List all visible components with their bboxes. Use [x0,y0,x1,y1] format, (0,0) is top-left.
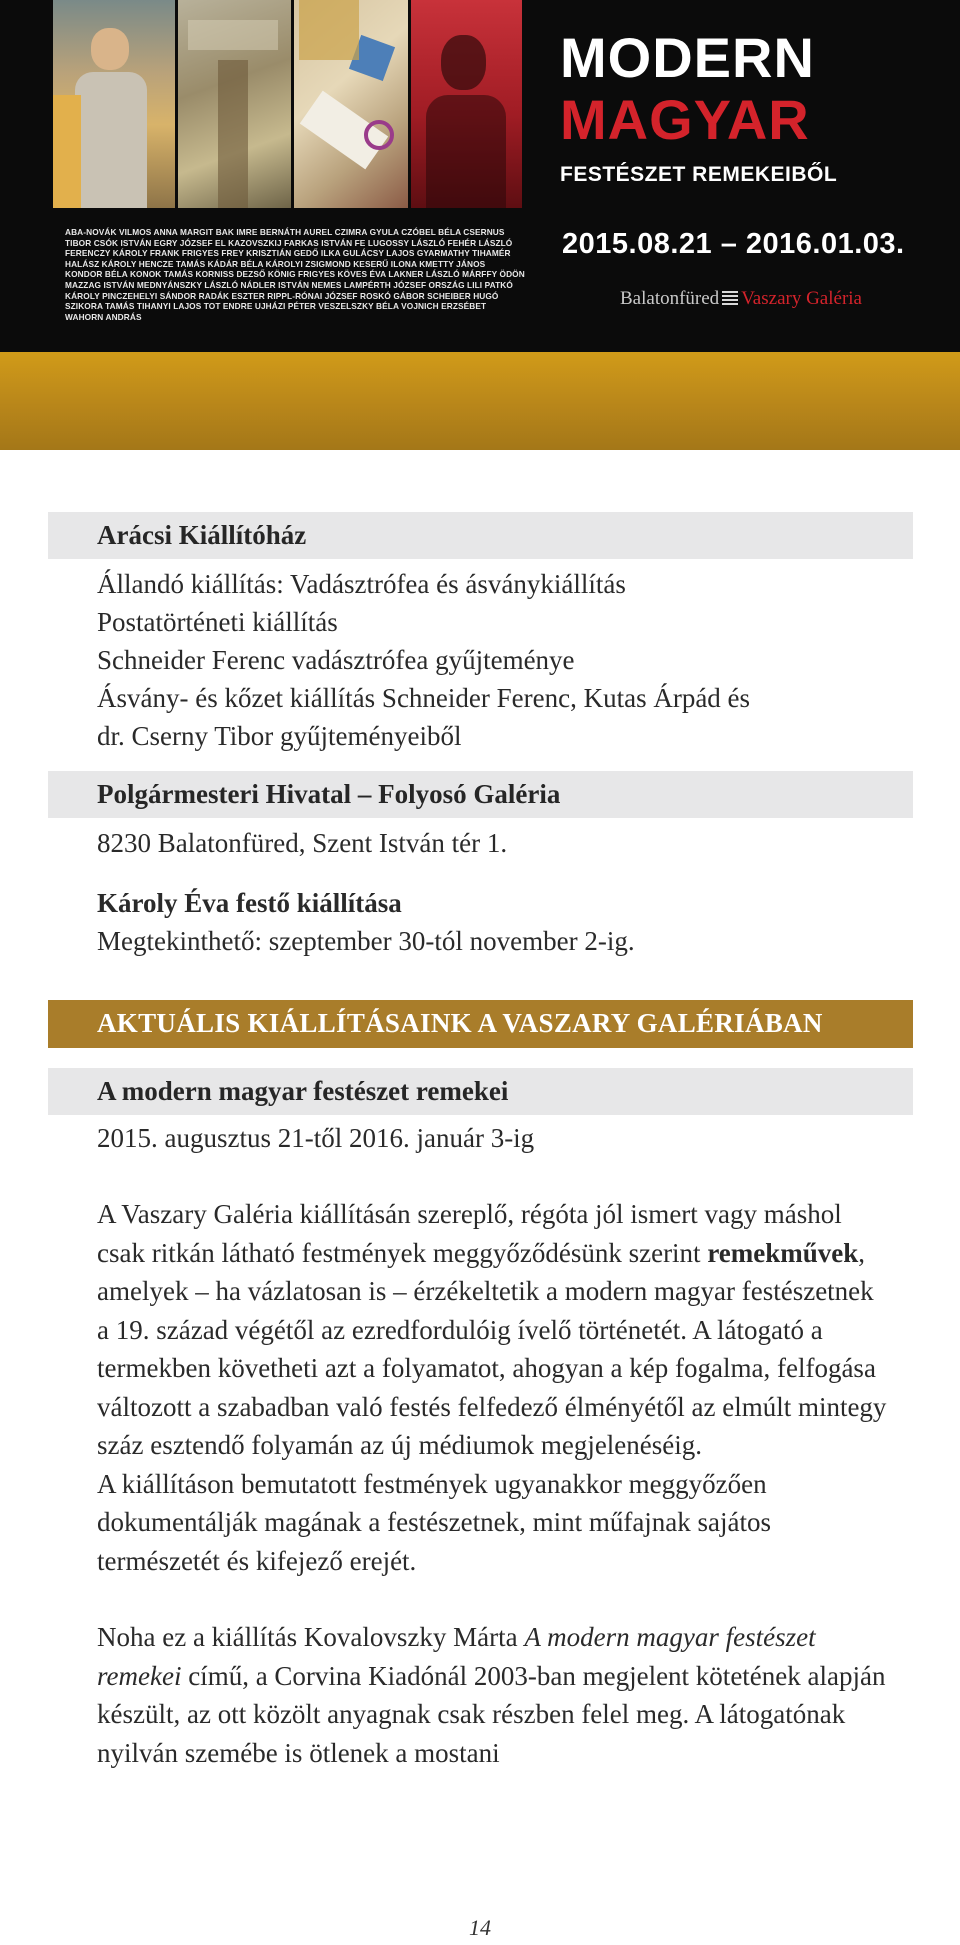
event-title: Károly Éva festő kiállítása [97,888,402,918]
aracsi-line: Ásvány- és kőzet kiállítás Schneider Ferenc, Kutas Árpád és [97,683,751,713]
painting-red-figure [411,0,522,208]
painting-textured [178,0,291,208]
heading-aktualis: AKTUÁLIS KIÁLLÍTÁSAINK A VASZARY GALÉRIÁBAN [48,1000,913,1048]
banner-gallery-logo [620,288,862,310]
heading-aracsi: Arácsi Kiállítóház [48,512,913,559]
page-number: 14 [469,1915,491,1940]
gallery-logo-icon [722,291,738,305]
exhibition-dates: 2015. augusztus 21-től 2016. január 3-ig [97,1123,535,1153]
subheading-modern-magyar: A modern magyar festészet remekei [48,1068,913,1115]
heading-polgarmesteri: Polgármesteri Hivatal – Folyosó Galéria [48,771,913,818]
para1-text: A Vaszary Galéria kiállításán szereplő, régóta jól ismert vagy máshol csak ritkán látható festmények meggyőződésünk szerint [97,1199,842,1268]
para2-text-cont: című, a Corvina Kiadónál 2003-ban megjelent kötetének alapján készült, az ott közölt anyagnak csak részben felel meg. A látogatónak nyilván szemébe is ötlenek a mostani [97,1660,886,1768]
paragraph-intro [48,1195,887,1465]
polgarmesteri-address: 8230 Balatonfüred, Szent István tér 1. [97,828,508,858]
paragraph-second [48,1618,887,1772]
page-content [48,512,913,1772]
banner-subtitle: FESTÉSZET REMEKEIBŐL [560,163,838,186]
gold-band-divider [0,352,960,450]
aracsi-line: Állandó kiállítás: Vadásztrófea és ásványkiállítás [97,569,626,599]
banner-title-magyar: MAGYAR [560,88,810,151]
para1-text-cont: , amelyek – ha vázlatosan is – érzékeltetik a modern magyar festészetnek a 19. század végétől az ezredfordulóig ívelő történetét. A látogató a termekben követheti azt a folyamatot, ahogyan a kép fogalma, felfogása változott a szabadban való festés felfedező élményétől az elmúlt mintegy száz esztendő folyamán az új médiumok megjelenéséig. [97,1237,887,1460]
banner-dates: 2015.08.21 – 2016.01.03. [562,228,905,260]
gallery-name: Vaszary Galéria [741,288,862,309]
para2-text: Noha ez a kiállítás Kovalovszky Márta [97,1622,525,1652]
para2-book-title: A modern magyar festészet remekei [97,1622,816,1691]
aracsi-line: Schneider Ferenc vadásztrófea gyűjteménye [97,645,575,675]
painting-geometric [294,0,408,208]
paragraph-intro-cont: A kiállításon bemutatott festmények ugyanakkor meggyőzően dokumentálják magának a festészetnek, mint műfajnak sajátos természetét és kifejező erejét. [97,1468,772,1576]
banner-artist-list: ABA-NOVÁK VILMOS ANNA MARGIT BAK IMRE BERNÁTH AUREL CZIMRA GYULA CZÓBEL BÉLA CSERNUS TIBOR CSÓK ISTVÁN EGRY JÓZSEF EL KAZOVSZKIJ FARKAS ISTVÁN FE LUGOSSY LÁSZLÓ FEHÉR LÁSZLÓ FERENCZY KÁROLY FRANK FRIGYES FREY KRISZTIÁN GEDŐ ILKA GULÁCSY LAJOS GYARMATHY TIHAMÉR HALÁSZ KÁROLY HENCZE TAMÁS KÁDÁR BÉLA KÁROLYI ZSIGMOND KESERŰ ILONA KMETTY JÁNOS KONDOR BÉLA KONOK TAMÁS KORNISS DEZSŐ KÖNIG FRIGYES KÖVES ÉVA LAKNER LÁSZLÓ MÁRFFY ÖDÖN MAZZAG ISTVÁN MEDNYÁNSZKY LÁSZLÓ NÁDLER ISTVÁN NEMES LAMPÉRTH JÓZSEF ORSZÁG LILI PATKÓ KÁROLY PINCZEHELYI SÁNDOR RADÁK ESZTER RIPPL-RÓNAI JÓZSEF ROSKÓ GÁBOR SCHEIBER HUGÓ SZIKORA TAMÁS TIHANYI LAJOS TOT ENDRE UJHÁZI PÉTER VESZELSZKY BÉLA VOJNICH ERZSÉBET WAHORN ANDRÁS [65,227,525,322]
gallery-town: Balatonfüred [620,288,720,309]
painting-portrait [53,0,175,208]
aracsi-line: Postatörténeti kiállítás [97,607,338,637]
event-dates: Megtekinthető: szeptember 30-tól november 2-ig. [97,926,635,956]
exhibition-banner [0,0,960,352]
aracsi-line: dr. Cserny Tibor gyűjteményeiből [97,721,462,751]
para1-bold: remekművek [707,1237,859,1268]
banner-title-modern: MODERN [560,26,815,89]
